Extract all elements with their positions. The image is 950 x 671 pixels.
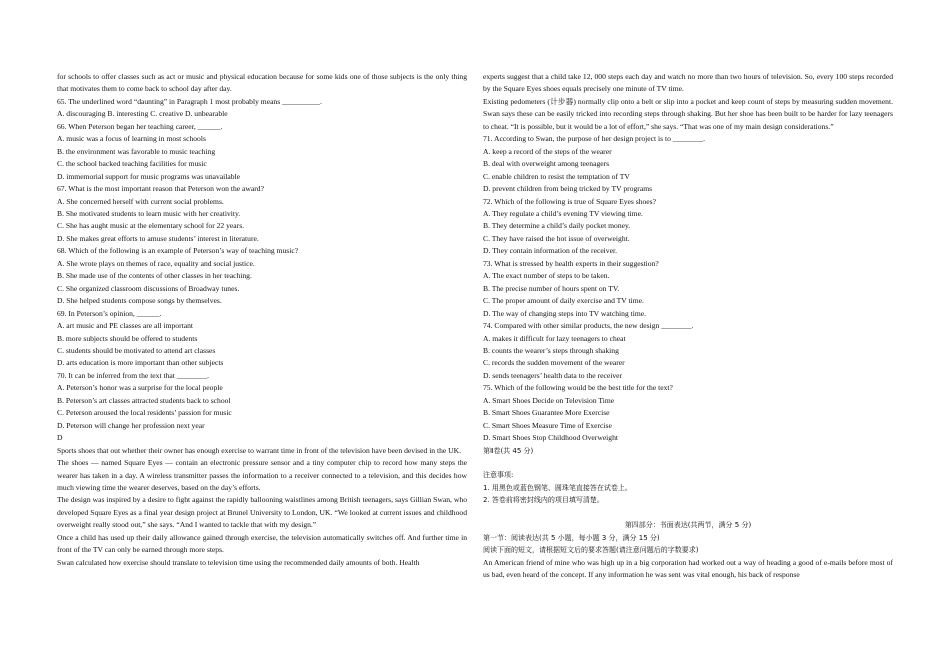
- left-text-line: C. She organized classroom discussions of Broadway tunes.: [57, 283, 240, 293]
- left-text-line: B. Peterson’s art classes attracted students back to school: [57, 395, 231, 405]
- right-text-line: B. They determine a child’s daily pocket money.: [483, 221, 631, 231]
- left-text-line: D: [57, 433, 63, 443]
- right-text-line: 注意事项:: [483, 471, 514, 480]
- right-text-line: 2. 答卷前将密封线内的项目填写清楚。: [483, 496, 604, 505]
- right-text-line: C. They have raised the hot issue of overweight.: [483, 233, 630, 243]
- right-text-line: A. They regulate a child’s evening TV viewing time.: [483, 208, 643, 218]
- left-text-line: D. She helped students compose songs by themselves.: [57, 296, 222, 306]
- right-text-line: C. records the sudden movement of the wearer: [483, 358, 625, 368]
- left-text-line: D. immemorial support for music programs was unavailable: [57, 171, 241, 181]
- right-text-line: 阅读下面的短文，请根据短文后的要求答题(请注意问题后的字数要求): [483, 546, 699, 555]
- right-text-line: C. The proper amount of daily exercise and TV time.: [483, 296, 644, 306]
- right-text-line: D. Smart Shoes Stop Childhood Overweight: [483, 433, 618, 443]
- right-text-line: 75. Which of the following would be the best title for the text?: [483, 383, 673, 393]
- left-text-line: A. Peterson’s honor was a surprise for the local people: [57, 383, 223, 393]
- left-text-line: B. the environment was favorable to music teaching: [57, 146, 216, 156]
- left-text-line: A. She wrote plays on themes of race, equality and social justice.: [57, 258, 255, 268]
- left-text-line: D. She makes great efforts to amuse students’ interest in literature.: [57, 233, 259, 243]
- right-text-line: A. Smart Shoes Decide on Television Time: [483, 395, 615, 405]
- left-text-line: D. Peterson will change her profession next year: [57, 420, 205, 430]
- left-text-line: C. the school backed teaching facilities for music: [57, 159, 207, 169]
- right-text-line: D. prevent children from being tricked by TV programs: [483, 184, 653, 194]
- left-text-line: A. discouraging B. interesting C. creative D. unbearable: [57, 109, 228, 119]
- right-text-line: D. They contain information of the receiver.: [483, 246, 617, 256]
- left-paragraph: Swan calculated how exercise should translate to television time using the recommended daily amounts of both. Health: [57, 557, 420, 567]
- right-section-heading: 第四部分：书面表达(共两节，满分 5 分): [624, 521, 752, 530]
- left-text-line: B. She motivated students to learn music with her creativity.: [57, 208, 241, 218]
- right-text-line: 73. What is stressed by health experts in their suggestion?: [483, 258, 659, 268]
- left-text-line: B. She made use of the contents of other classes in her teaching.: [57, 271, 252, 281]
- right-text-line: B. counts the wearer’s steps through shaking: [483, 345, 619, 355]
- right-text-line: C. enable children to resist the temptation of TV: [483, 171, 630, 181]
- left-text-line: A. music was a focus of learning in most schools: [57, 134, 206, 144]
- right-text-line: D. sends teenagers’ health data to the receiver: [483, 370, 623, 380]
- right-paragraph: Existing pedometers (计步器) normally clip onto a belt or slip into a pocket and keep count of steps by measuring sudden movement. Swan says these can be easily tricked into recording steps through shaking. But her shoe has been built to be harder for lazy teenagers to cheat. “It is possible, but it would be a lot of effort,” she says. “That was one of my main design considerations.”: [483, 96, 893, 131]
- right-text-line: 74. Compared with other similar products, the new design ________.: [483, 321, 694, 331]
- right-text-line: B. Smart Shoes Guarantee More Exercise: [483, 408, 610, 418]
- left-paragraph: for schools to offer classes such as act or music and physical education because for some kids one of those subjects is the only thing that motivates them to come back to school day after day.: [57, 72, 467, 94]
- left-text-line: 67. What is the most important reason that Peterson won the award?: [57, 184, 264, 194]
- left-text-line: A. art music and PE classes are all important: [57, 321, 194, 331]
- right-text-line: 第Ⅱ卷(共 45 分): [483, 446, 534, 455]
- left-text-line: 70. It can be inferred from the text that ________.: [57, 370, 210, 380]
- left-text-line: C. Peterson aroused the local residents’ passion for music: [57, 408, 232, 418]
- right-text-line: B. The precise number of hours spent on TV.: [483, 283, 620, 293]
- left-text-line: A. She concerned herself with current social problems.: [57, 196, 224, 206]
- right-text-line: A. keep a record of the steps of the wearer: [483, 146, 612, 156]
- left-paragraph: The shoes — named Square Eyes — contain an electronic pressure sensor and a tiny computer chip to record how many steps the wearer has taken in a day. A wireless transmitter passes the information to a receiver connected to a television, and this decides how much viewing time the wearer deserves, based on the day’s efforts.: [57, 458, 467, 492]
- right-text-line: B. deal with overweight among teenagers: [483, 159, 610, 169]
- left-paragraph: Once a child has used up their daily allowance gained through exercise, the television automatically switches off. And further time in front of the TV can only be earned through more steps.: [57, 532, 467, 555]
- left-paragraph: The design was inspired by a desire to fight against the rapidly ballooning waistlines among British teenagers, says Gillian Swan, who developed Square Eyes as a final year design project at Brunel University to London, UK. “We looked at current issues and childhood overweight really stood out,” she says. “And I wanted to tackle that with my design.”: [57, 495, 467, 530]
- right-text-line: C. Smart Shoes Measure Time of Exercise: [483, 420, 612, 430]
- blank-line: [483, 507, 893, 519]
- left-text-line: D. arts education is more important than other subjects: [57, 358, 224, 368]
- left-text-line: B. more subjects should be offered to students: [57, 333, 198, 343]
- right-text-line: 72. Which of the following is true of Square Eyes shoes?: [483, 196, 657, 206]
- right-text-line: 71. According to Swan, the purpose of her design project is to ________.: [483, 134, 706, 144]
- left-text-line: C. She has aught music at the elementary school for 22 years.: [57, 221, 245, 231]
- right-text-line: A. The exact number of steps to be taken.: [483, 271, 610, 281]
- left-text-line: 68. Which of the following is an example of Peterson’s way of teaching music?: [57, 246, 299, 256]
- blank-line: [483, 457, 893, 469]
- left-paragraph: Sports shoes that out whether their owner has enough exercise to warrant time in front of the television have been devised in the UK.: [57, 445, 462, 455]
- right-text-line: D. The way of changing steps into TV watching time.: [483, 308, 647, 318]
- left-text-line: 65. The underlined word “daunting” in Paragraph 1 most probably means __________.: [57, 96, 322, 106]
- left-text-line: 66. When Peterson began her teaching career, ______.: [57, 121, 223, 131]
- right-paragraph: An American friend of mine who was high up in a big corporation had worked out a way of heading a good of e-mails before most of us bad, even heard of the concept. If any information he was sent was vital enough, his back of response: [483, 557, 893, 580]
- right-text-line: A. makes it difficult for lazy teenagers to cheat: [483, 333, 626, 343]
- right-text-line: 第一节：阅读表达(共 5 小题，每小题 3 分，满分 15 分): [483, 533, 660, 542]
- left-column: [57, 71, 467, 569]
- left-text-line: C. students should be motivated to attend art classes: [57, 345, 216, 355]
- right-paragraph: experts suggest that a child take 12, 000 steps each day and watch no more than two hours of television. So, every 100 steps recorded by the Square Eyes shoes equals precisely one minute of TV time.: [483, 72, 893, 94]
- right-column: [483, 71, 893, 582]
- right-text-line: 1. 用黑色或蓝色钢笔、圆珠笔直接答在试卷上。: [483, 483, 632, 492]
- left-text-line: 69. In Peterson’s opinion, ______.: [57, 308, 162, 318]
